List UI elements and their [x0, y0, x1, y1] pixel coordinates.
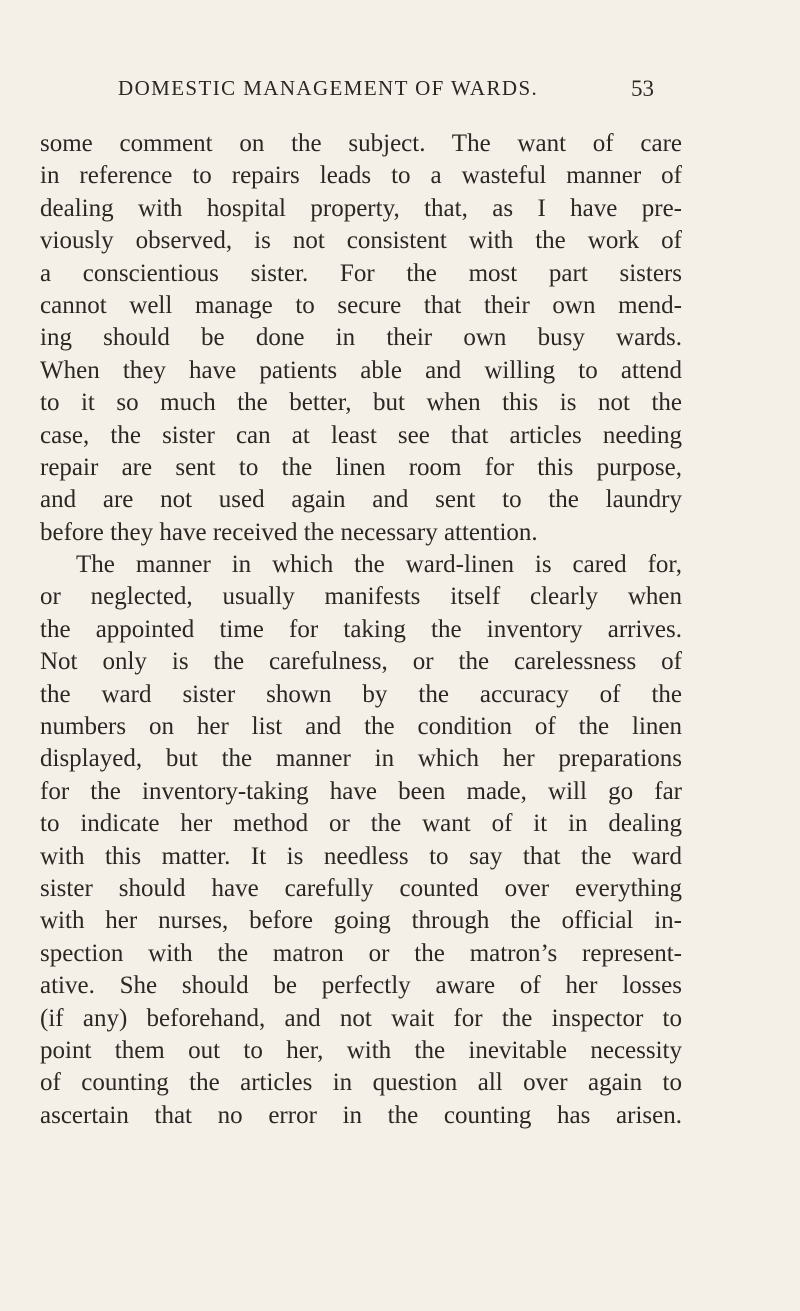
text-line: spection with the matron or the matron’s represent-	[40, 939, 682, 967]
text-line: sister should have carefully counted over everything	[40, 874, 682, 902]
text-line: in reference to repairs leads to a wasteful manner of	[40, 162, 682, 190]
text-line: to indicate her method or the want of it in dealing	[40, 810, 682, 838]
text-line: for the inventory-taking have been made, will go far	[40, 777, 682, 805]
text-line: with this matter. It is needless to say that the ward	[40, 842, 682, 870]
text-line: The manner in which the ward-linen is cared for,	[76, 551, 682, 579]
text-line: viously observed, is not consistent with the work of	[40, 227, 682, 255]
text-line: before they have received the necessary attention.	[40, 518, 538, 546]
text-line: case, the sister can at least see that articles needing	[40, 421, 682, 449]
text-line: (if any) beforehand, and not wait for the inspector to	[40, 1004, 682, 1032]
text-line: repair are sent to the linen room for this purpose,	[40, 453, 682, 481]
text-line: numbers on her list and the condition of the linen	[40, 713, 682, 741]
text-line: some comment on the subject. The want of care	[40, 130, 682, 157]
text-line: to it so much the better, but when this is not the	[40, 389, 682, 417]
text-line: Not only is the carefulness, or the carelessness of	[40, 648, 682, 676]
running-title: DOMESTIC MANAGEMENT OF WARDS.	[118, 76, 539, 100]
text-line: the ward sister shown by the accuracy of the	[40, 680, 682, 708]
body-text	[40, 128, 682, 1132]
running-head	[118, 76, 654, 106]
text-line: point them out to her, with the inevitable necessity	[40, 1036, 682, 1064]
text-line: When they have patients able and willing to attend	[40, 356, 682, 384]
text-line: with her nurses, before going through the official in-	[40, 907, 682, 935]
text-line: dealing with hospital property, that, as I have pre-	[40, 194, 682, 222]
text-line: of counting the articles in question all over again to	[40, 1069, 682, 1097]
text-line: ative. She should be perfectly aware of her losses	[40, 972, 682, 1000]
text-line: ing should be done in their own busy wards.	[40, 324, 682, 352]
text-line: a conscientious sister. For the most part sisters	[40, 259, 682, 287]
text-line: or neglected, usually manifests itself clearly when	[40, 583, 682, 611]
page-number: 53	[631, 76, 654, 101]
text-line: the appointed time for taking the inventory arrives.	[40, 615, 682, 643]
text-line: ascertain that no error in the counting has arisen.	[40, 1101, 682, 1129]
text-line: and are not used again and sent to the laundry	[40, 486, 682, 514]
text-line: displayed, but the manner in which her preparations	[40, 745, 682, 773]
text-line: cannot well manage to secure that their own mend-	[40, 291, 682, 319]
